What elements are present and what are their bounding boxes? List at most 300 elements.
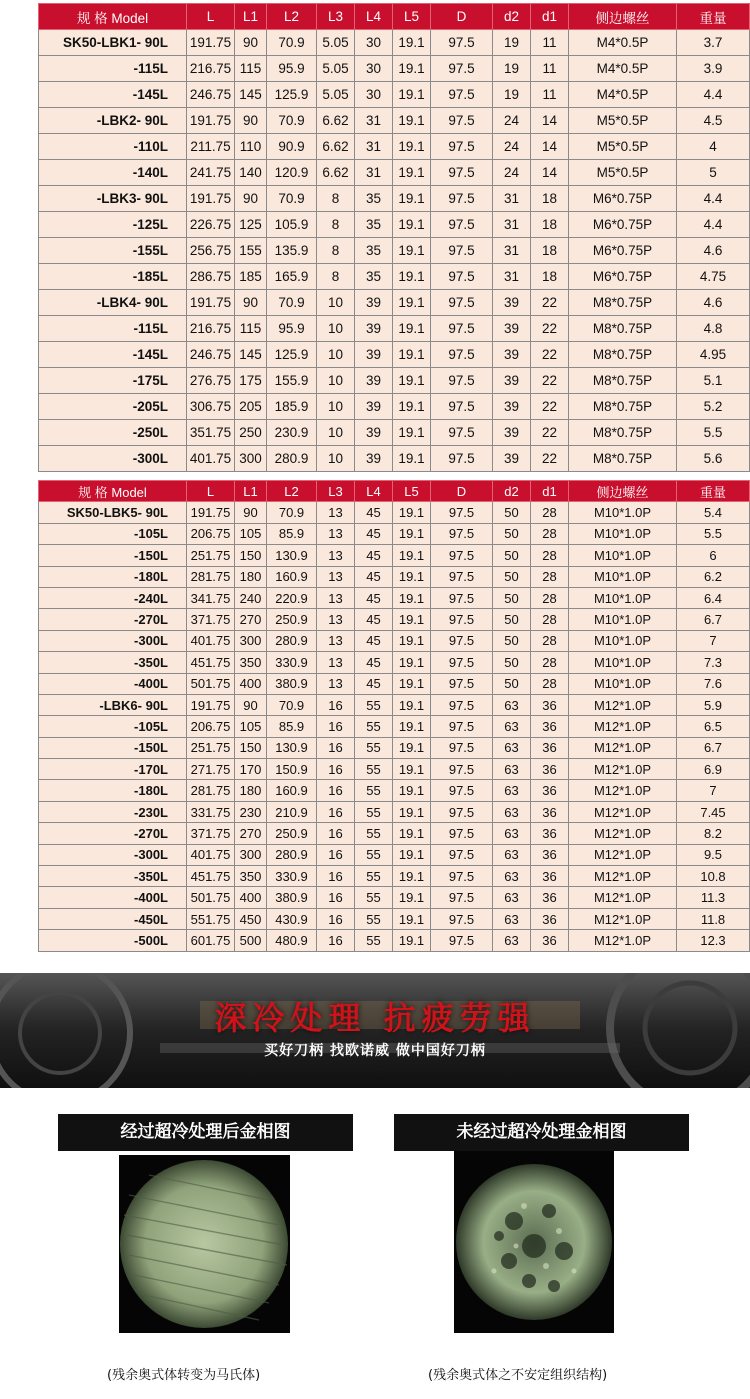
model-cell: -300L [39,446,187,472]
table-cell: 16 [317,780,355,801]
table-cell: 39 [355,290,393,316]
table-cell: 11 [531,82,569,108]
table-cell: 130.9 [267,737,317,758]
table-cell: 601.75 [187,930,235,951]
table-cell: 97.5 [431,238,493,264]
column-header: L5 [393,4,431,30]
table-cell: 63 [493,844,531,865]
table-cell: 7 [677,630,750,651]
table-cell: 19.1 [393,587,431,608]
table-cell: 45 [355,587,393,608]
table-cell: 55 [355,801,393,822]
table-cell: 250 [235,420,267,446]
table-cell: 19.1 [393,160,431,186]
table-cell: 250.9 [267,609,317,630]
table-cell: 63 [493,780,531,801]
table-row [39,264,750,290]
table-row [39,673,750,694]
table-cell: M8*0.75P [569,290,677,316]
table-cell: 300 [235,844,267,865]
table-row [39,716,750,737]
model-cell: -180L [39,566,187,587]
table-cell: 97.5 [431,609,493,630]
table-cell: 50 [493,566,531,587]
column-header: 规 格 Model [39,4,187,30]
table-cell: 97.5 [431,652,493,673]
table-cell: 105 [235,523,267,544]
model-cell: -270L [39,609,187,630]
table-cell: 331.75 [187,801,235,822]
table-cell: 19.1 [393,82,431,108]
table-cell: 19.1 [393,866,431,887]
table-cell: 16 [317,866,355,887]
table-cell: 36 [531,780,569,801]
table-row [39,238,750,264]
table-cell: 6.9 [677,759,750,780]
table-cell: 97.5 [431,759,493,780]
table-cell: 16 [317,908,355,929]
column-header: L1 [235,4,267,30]
table-cell: 97.5 [431,566,493,587]
table-cell: 97.5 [431,844,493,865]
table-cell: 45 [355,609,393,630]
table-cell: 39 [355,316,393,342]
table-cell: 19 [493,82,531,108]
table-cell: 180 [235,780,267,801]
table-row [39,545,750,566]
table-cell: 97.5 [431,160,493,186]
table-cell: 6.62 [317,108,355,134]
table-cell: M12*1.0P [569,930,677,951]
table-cell: M5*0.5P [569,134,677,160]
table-cell: 19 [493,30,531,56]
model-cell: -170L [39,759,187,780]
table-cell: 13 [317,673,355,694]
table-cell: 97.5 [431,908,493,929]
table-row [39,316,750,342]
table-cell: 120.9 [267,160,317,186]
table-cell: 55 [355,908,393,929]
table-cell: M10*1.0P [569,502,677,523]
table-cell: 271.75 [187,759,235,780]
table-cell: 135.9 [267,238,317,264]
table-cell: 6.7 [677,737,750,758]
table-cell: 18 [531,186,569,212]
table-cell: M8*0.75P [569,420,677,446]
table-cell: M6*0.75P [569,264,677,290]
table-cell: 10 [317,316,355,342]
table-cell: 4.4 [677,82,750,108]
table-cell: 90 [235,186,267,212]
table-cell: 130.9 [267,545,317,566]
table-cell: 6.62 [317,134,355,160]
table-cell: 8 [317,212,355,238]
table-cell: M8*0.75P [569,368,677,394]
table-cell: 3.7 [677,30,750,56]
table-cell: 430.9 [267,908,317,929]
table-cell: 276.75 [187,368,235,394]
table-cell: 31 [493,212,531,238]
table-cell: 10 [317,446,355,472]
table-row [39,394,750,420]
table-cell: 5.1 [677,368,750,394]
table-cell: 3.9 [677,56,750,82]
table-cell: 45 [355,566,393,587]
table-cell: 97.5 [431,212,493,238]
table-cell: 451.75 [187,652,235,673]
table-cell: 24 [493,108,531,134]
table-cell: M12*1.0P [569,716,677,737]
table-cell: 36 [531,844,569,865]
table-cell: 97.5 [431,134,493,160]
table-cell: 19.1 [393,609,431,630]
table-cell: 19.1 [393,652,431,673]
table-cell: 31 [355,134,393,160]
table-cell: 19.1 [393,523,431,544]
table-cell: 36 [531,759,569,780]
table-cell: 97.5 [431,342,493,368]
table-cell: 97.5 [431,801,493,822]
table-cell: 16 [317,694,355,715]
table-cell: M12*1.0P [569,866,677,887]
table-cell: 140 [235,160,267,186]
table-row [39,759,750,780]
table-cell: 97.5 [431,394,493,420]
table-cell: 180 [235,566,267,587]
table-cell: 14 [531,108,569,134]
table-cell: 501.75 [187,887,235,908]
table-cell: M10*1.0P [569,566,677,587]
table-cell: 5 [677,160,750,186]
table-cell: 39 [355,394,393,420]
table-row [39,502,750,523]
table-cell: 501.75 [187,673,235,694]
table-cell: 401.75 [187,446,235,472]
table-cell: 205 [235,394,267,420]
table-cell: 16 [317,716,355,737]
table-cell: 13 [317,609,355,630]
table-cell: 251.75 [187,737,235,758]
table-cell: 45 [355,673,393,694]
table-cell: 160.9 [267,780,317,801]
table-cell: 22 [531,368,569,394]
column-header: d2 [493,481,531,502]
column-header: 重量 [677,4,750,30]
table-cell: 90.9 [267,134,317,160]
table-cell: 55 [355,823,393,844]
table-cell: 85.9 [267,716,317,737]
table-cell: 55 [355,844,393,865]
table-cell: 341.75 [187,587,235,608]
table-cell: M4*0.5P [569,30,677,56]
model-cell: -LBK3- 90L [39,186,187,212]
table-cell: 4.6 [677,238,750,264]
table-cell: 5.05 [317,82,355,108]
model-cell: -155L [39,238,187,264]
table-cell: 6 [677,545,750,566]
table-cell: 19.1 [393,212,431,238]
table-cell: 31 [493,238,531,264]
table-cell: M12*1.0P [569,694,677,715]
table-cell: 7.3 [677,652,750,673]
table-cell: 7.45 [677,801,750,822]
table-cell: 5.05 [317,30,355,56]
table-cell: 85.9 [267,523,317,544]
untreated-label: 未经过超冷处理金相图 [394,1114,689,1151]
table-cell: 31 [493,264,531,290]
table-cell: 191.75 [187,108,235,134]
table-cell: 36 [531,908,569,929]
table-cell: 175 [235,368,267,394]
table-row [39,866,750,887]
table-cell: 13 [317,545,355,566]
table-row [39,212,750,238]
table-cell: 185.9 [267,394,317,420]
table-cell: 97.5 [431,587,493,608]
table-cell: 55 [355,866,393,887]
table-cell: 50 [493,630,531,651]
table-cell: 170 [235,759,267,780]
table-cell: 16 [317,759,355,780]
table-cell: 19.1 [393,446,431,472]
table-cell: 55 [355,737,393,758]
table-cell: 250.9 [267,823,317,844]
table-cell: 36 [531,801,569,822]
table-cell: 97.5 [431,446,493,472]
untreated-micrograph [454,1151,614,1333]
table-cell: 5.05 [317,56,355,82]
table-cell: 4.5 [677,108,750,134]
table-cell: 7.6 [677,673,750,694]
treated-caption: (残余奥式体转变为马氏体) [107,1368,261,1383]
table-cell: 30 [355,82,393,108]
table-cell: 70.9 [267,108,317,134]
table-row [39,780,750,801]
table-cell: 18 [531,238,569,264]
table-cell: 90 [235,694,267,715]
model-cell: -LBK6- 90L [39,694,187,715]
table-row [39,160,750,186]
table-cell: 400 [235,673,267,694]
table-cell: 30 [355,30,393,56]
table-cell: 28 [531,523,569,544]
model-cell: -250L [39,420,187,446]
table-header-row [39,481,750,502]
model-cell: -115L [39,56,187,82]
table-cell: 401.75 [187,630,235,651]
table-cell: 70.9 [267,30,317,56]
table-cell: 97.5 [431,716,493,737]
table-cell: 105.9 [267,212,317,238]
table-cell: 220.9 [267,587,317,608]
table-cell: 39 [493,316,531,342]
table-cell: 251.75 [187,545,235,566]
table-cell: 281.75 [187,780,235,801]
table-cell: 380.9 [267,673,317,694]
table-cell: 5.4 [677,502,750,523]
table-cell: 19.1 [393,56,431,82]
table-cell: 50 [493,545,531,566]
table-cell: 22 [531,446,569,472]
table-cell: 36 [531,737,569,758]
table-cell: M12*1.0P [569,823,677,844]
table-cell: 13 [317,652,355,673]
table-cell: M10*1.0P [569,652,677,673]
table-cell: 371.75 [187,609,235,630]
table-row [39,368,750,394]
model-cell: -125L [39,212,187,238]
table-cell: 63 [493,716,531,737]
table-cell: 45 [355,523,393,544]
table-cell: M8*0.75P [569,316,677,342]
table-cell: 14 [531,134,569,160]
table-cell: 6.2 [677,566,750,587]
table-cell: 97.5 [431,630,493,651]
table-row [39,694,750,715]
table-cell: 270 [235,609,267,630]
model-cell: -300L [39,844,187,865]
table-cell: 28 [531,609,569,630]
table-cell: 30 [355,56,393,82]
table-cell: 16 [317,737,355,758]
table-cell: 36 [531,930,569,951]
table-cell: 206.75 [187,716,235,737]
table-row [39,801,750,822]
column-header: L2 [267,4,317,30]
table-cell: 6.5 [677,716,750,737]
table-cell: M10*1.0P [569,673,677,694]
table-cell: M10*1.0P [569,630,677,651]
table-cell: M5*0.5P [569,160,677,186]
table-row [39,30,750,56]
table-cell: 16 [317,887,355,908]
model-cell: -500L [39,930,187,951]
table-cell: 19.1 [393,930,431,951]
table-cell: 24 [493,134,531,160]
table-cell: 185 [235,264,267,290]
table-cell: M12*1.0P [569,780,677,801]
table-cell: 19.1 [393,545,431,566]
table-cell: 90 [235,30,267,56]
table-cell: 97.5 [431,823,493,844]
table-cell: 10.8 [677,866,750,887]
table-row [39,630,750,651]
table-cell: 13 [317,630,355,651]
model-cell: -240L [39,587,187,608]
table-row [39,342,750,368]
table-cell: 216.75 [187,56,235,82]
table-cell: 300 [235,630,267,651]
table-row [39,652,750,673]
table-cell: M12*1.0P [569,908,677,929]
table-cell: M6*0.75P [569,186,677,212]
table-cell: 31 [355,160,393,186]
column-header: L3 [317,481,355,502]
table-cell: 63 [493,759,531,780]
table-cell: 95.9 [267,316,317,342]
table-cell: 45 [355,652,393,673]
table-cell: 451.75 [187,866,235,887]
table-cell: 10 [317,420,355,446]
model-cell: SK50-LBK5- 90L [39,502,187,523]
table-cell: 246.75 [187,342,235,368]
table-cell: 70.9 [267,186,317,212]
table-cell: 97.5 [431,866,493,887]
table-cell: 55 [355,759,393,780]
column-header: d2 [493,4,531,30]
spec-table-1 [38,3,750,472]
table-cell: 19.1 [393,342,431,368]
model-cell: -350L [39,652,187,673]
table-cell: 35 [355,238,393,264]
table-cell: 300 [235,446,267,472]
table-row [39,523,750,544]
table-cell: 19.1 [393,630,431,651]
model-cell: -350L [39,866,187,887]
table-cell: 19.1 [393,759,431,780]
table-cell: 97.5 [431,930,493,951]
table-cell: 8.2 [677,823,750,844]
table-cell: 10 [317,342,355,368]
table-cell: 13 [317,566,355,587]
table-cell: 19.1 [393,716,431,737]
table-cell: 63 [493,866,531,887]
model-cell: -105L [39,523,187,544]
table-cell: 206.75 [187,523,235,544]
table-cell: 8 [317,264,355,290]
table-cell: 97.5 [431,737,493,758]
table-cell: 50 [493,587,531,608]
table-cell: 97.5 [431,290,493,316]
table-cell: 6.7 [677,609,750,630]
table-cell: 155 [235,238,267,264]
table-row [39,446,750,472]
table-cell: 19.1 [393,238,431,264]
table-cell: 39 [493,446,531,472]
table-cell: M8*0.75P [569,446,677,472]
model-cell: -105L [39,716,187,737]
table-cell: 28 [531,502,569,523]
table-cell: M10*1.0P [569,545,677,566]
table-cell: 97.5 [431,56,493,82]
table-cell: 240 [235,587,267,608]
table-cell: 145 [235,82,267,108]
table-cell: 11 [531,30,569,56]
table-cell: M8*0.75P [569,394,677,420]
table-cell: 63 [493,930,531,951]
table-cell: 45 [355,502,393,523]
model-cell: -270L [39,823,187,844]
table-cell: 70.9 [267,502,317,523]
table-cell: 97.5 [431,887,493,908]
model-cell: -115L [39,316,187,342]
table-cell: M10*1.0P [569,609,677,630]
table-cell: 19.1 [393,134,431,160]
table-cell: 8 [317,238,355,264]
table-cell: 19.1 [393,394,431,420]
banner-subtitle: 买好刀柄 找欧诺威 做中国好刀柄 [264,1043,486,1059]
table-cell: 50 [493,523,531,544]
table-cell: M12*1.0P [569,801,677,822]
table-cell: 241.75 [187,160,235,186]
table-cell: 4.4 [677,212,750,238]
table-cell: 270 [235,823,267,844]
table-cell: 35 [355,186,393,212]
table-cell: M12*1.0P [569,844,677,865]
table-cell: 19.1 [393,844,431,865]
table-cell: M12*1.0P [569,759,677,780]
table-cell: 55 [355,930,393,951]
